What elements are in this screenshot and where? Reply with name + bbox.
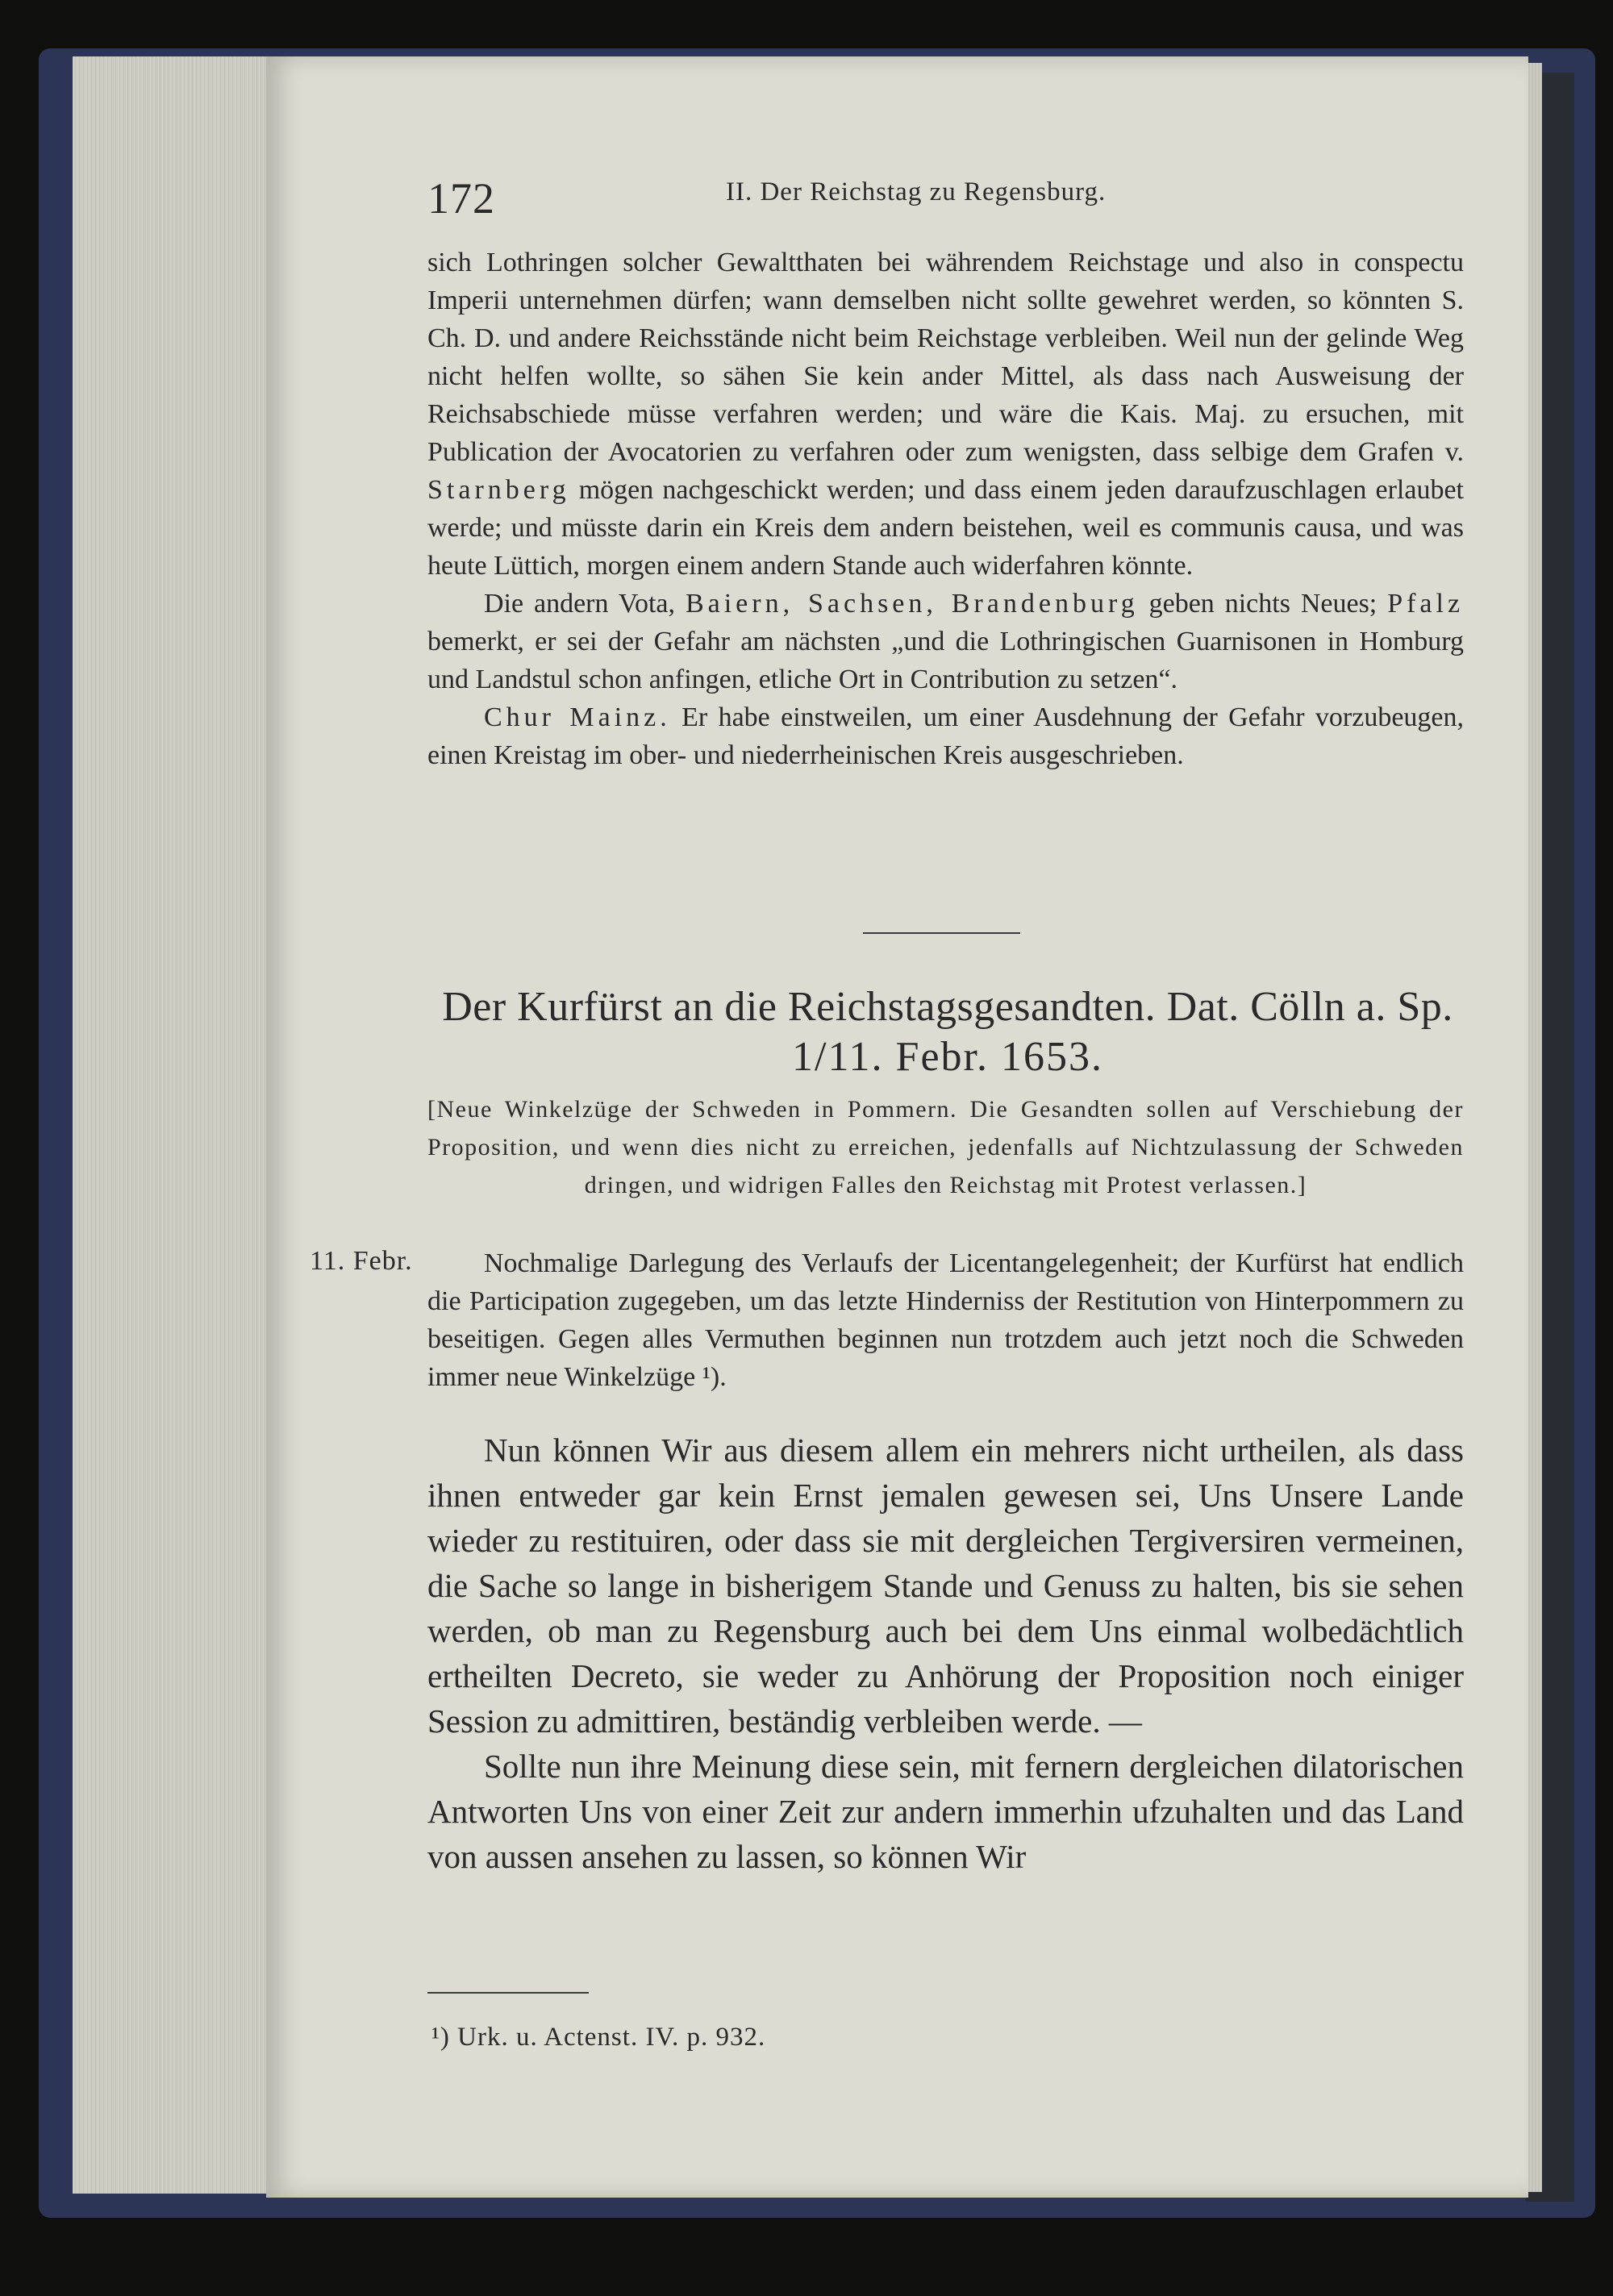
abstract-paragraph: Nochmalige Darlegung des Verlaufs der Licentangelegenheit; der Kurfürst hat endlich die Participation zugegeben, um das letzte Hinderniss der Restitution von Hinterpommern zu beseitigen. Gegen alles Vermuthen beginnen nun trotzdem auch jetzt noch die Schweden immer neue Winkelzüge ¹).	[427, 1248, 1464, 1392]
paragraph-2-start: Die andern Vota,	[484, 589, 676, 619]
running-head: II. Der Reichstag zu Regensburg.	[726, 177, 1107, 206]
body-text-block	[427, 244, 1464, 774]
footnote-separator	[427, 1992, 589, 1994]
quoted-letter	[427, 1427, 1464, 1879]
heading-line-1: Der Kurfürst an die Reichstagsgesandten. Dat. Cölln a. Sp.	[442, 984, 1453, 1030]
section-separator	[863, 932, 1020, 934]
quote-paragraph-1: Nun können Wir aus diesem allem ein mehrers nicht urtheilen, als dass ihnen entweder gar kein Ernst jemalen gewesen sei, Uns Unsere Lande wieder zu restituiren, oder dass sie mit dergleichen Tergiversiren vermeinen, die Sache so lange in bisherigem Stande und Genuss zu halten, bis sie sehen werden, ob man zu Regensburg auch bei dem Uns einmal wolbedächtlich ertheilten Decreto, sie weder zu Anhörung der Proposition noch einiger Session zu admittiren, beständig verbleiben werde. —	[427, 1431, 1464, 1740]
paragraph-2-mid: geben nichts Neues;	[1148, 589, 1378, 619]
name-pfalz: Pfalz	[1387, 589, 1465, 619]
footnote: ¹) Urk. u. Actenst. IV. p. 932.	[431, 2023, 766, 2052]
document-heading	[427, 982, 1468, 1082]
quote-paragraph-2: Sollte nun ihre Meinung diese sein, mit fernern dergleichen dilatorischen Antworten Uns von einer Zeit zur andern immerhin ufzuhalten und das Land von aussen ansehen zu lassen, so können Wir	[427, 1748, 1464, 1875]
abstract-block	[427, 1244, 1464, 1396]
page-number: 172	[427, 174, 495, 223]
heading-line-2: 1/11. Febr. 1653.	[792, 1034, 1103, 1080]
names-electors: Baiern, Sachsen, Brandenburg	[685, 589, 1139, 619]
document-summary: [Neue Winkelzüge der Schweden in Pommern. Die Gesandten sollen auf Verschiebung der Proposition, und wenn dies nicht zu erreichen, jedenfalls auf Nichtzulassung der Schweden dringen, und widrigen Falles den Reichstag mit Protest verlassen.]	[427, 1096, 1464, 1198]
paragraph-1-text: sich Lothringen solcher Gewaltthaten bei währendem Reichstage und also in conspectu Imperii unternehmen dürfen; wann demselben nicht sollte gewehret werden, so könnten S. Ch. D. und andere Reichsstände nicht beim Reichstage verbleiben. Weil nun der gelinde Weg nicht helfen wollte, so sähen Sie kein ander Mittel, als dass nach Ausweisung der Reichsabschiede müsse verfahren werden; und wäre die Kais. Maj. zu ersuchen, mit Publication der Avocatorien zu verfahren oder zum wenigsten, dass selbige dem Grafen v.	[427, 248, 1464, 467]
margin-date: 11. Febr.	[310, 1246, 413, 1276]
name-starnberg: Starnberg	[427, 475, 570, 505]
paragraph-1	[427, 244, 1464, 585]
paragraph-3-text: Er habe einstweilen, um einer Ausdehnung der Gefahr vorzubeugen, einen Kreistag im ober- und niederrheinischen Kreis ausgeschrieben.	[427, 702, 1464, 770]
page-edges-left	[73, 56, 274, 2194]
paragraph-1-end: mögen nachgeschickt werden; und dass einem jeden daraufzuschlagen erlaubet werde; und müsste darin ein Kreis dem andern beistehen, weil es communis causa, und was heute Lüttich, morgen einem andern Stande auch widerfahren könnte.	[427, 475, 1465, 581]
paragraph-2	[427, 585, 1464, 698]
name-chur-mainz: Chur Mainz.	[484, 702, 671, 732]
paragraph-3	[427, 698, 1464, 774]
paragraph-2-end: bemerkt, er sei der Gefahr am nächsten „und die Lothringischen Guarnisonen in Homburg und Landstul schon anfingen, etliche Ort in Contribution zu setzen“.	[427, 627, 1464, 694]
book-page	[266, 56, 1528, 2198]
